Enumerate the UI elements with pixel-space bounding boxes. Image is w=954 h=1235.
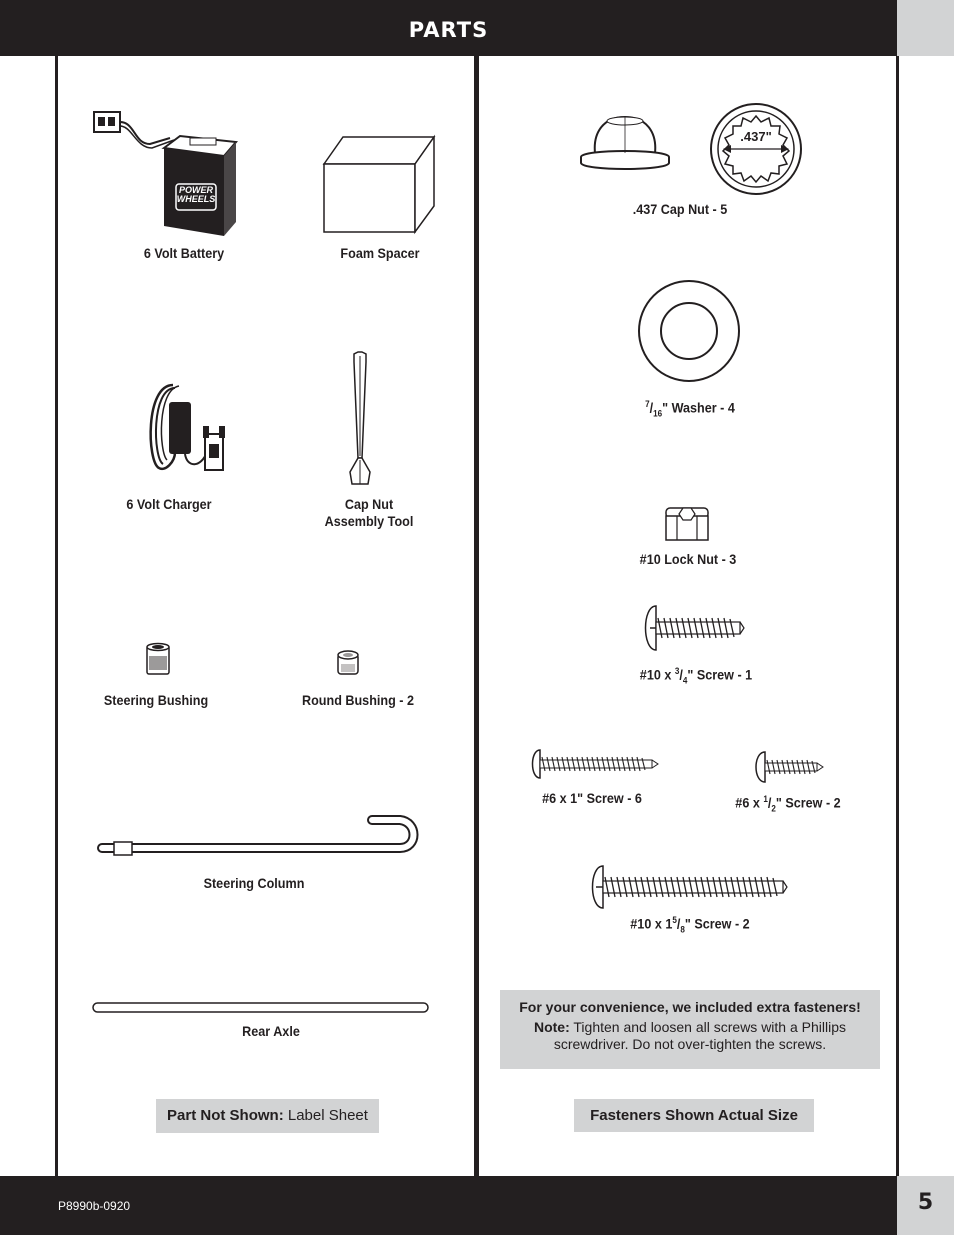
screw-10-158-suffix: " Screw - 2 [684, 915, 750, 932]
part-not-shown-label: Part Not Shown: [167, 1107, 284, 1124]
screw-10-34-suffix: " Screw - 1 [687, 666, 753, 683]
battery-logo [176, 186, 216, 204]
steering-bushing-icon [145, 642, 171, 678]
screw-6-12-icon [753, 750, 825, 784]
screw-6-12-prefix: #6 x [735, 794, 764, 811]
foam-spacer-icon [323, 136, 437, 234]
screw-6-12-num: 1 [763, 794, 768, 804]
fasteners-actual-size-box: Fasteners Shown Actual Size [574, 1099, 814, 1132]
cap-nut-tool-label-line2: Assembly Tool [324, 513, 414, 529]
screw-10-158-prefix: #10 x 1 [630, 915, 673, 932]
screw-10-34-icon [640, 604, 746, 652]
fastener-note-heading: For your convenience, we included extra fasteners! [519, 999, 861, 1015]
cap-nut-tool-icon [340, 350, 380, 486]
doc-code: P8990b-0920 [58, 1199, 131, 1213]
fastener-note-box [500, 990, 880, 1069]
screw-6-12-suffix: " Screw - 2 [775, 794, 841, 811]
screw-10-34-prefix: #10 x [639, 666, 675, 683]
charger-label: 6 Volt Charger [126, 496, 212, 512]
foam-spacer-label: Foam Spacer [340, 245, 420, 261]
cap-nut-tool-label [306, 496, 432, 530]
right-border [896, 56, 899, 1176]
fastener-note-label: Note: [533, 1019, 570, 1035]
steering-bushing-label: Steering Bushing [103, 692, 209, 708]
part-not-shown-value: Label Sheet [287, 1107, 368, 1124]
lock-nut-label: #10 Lock Nut - 3 [639, 551, 737, 567]
screw-6-1-label: #6 x 1" Screw - 6 [542, 790, 642, 806]
screw-6-1-icon [530, 748, 660, 780]
part-not-shown-box [156, 1099, 379, 1133]
washer-label-text: " Washer - 4 [662, 399, 735, 416]
round-bushing-label: Round Bushing - 2 [302, 692, 414, 708]
steering-column-label: Steering Column [203, 875, 305, 891]
battery-logo-line1: POWER [178, 185, 213, 195]
cap-nut-side-icon [579, 113, 671, 175]
footer-bar [0, 1176, 897, 1235]
battery-icon [90, 108, 240, 238]
fastener-note-line1: Tighten and loosen all screws with a Phillips [569, 1019, 847, 1035]
fastener-note-line2: screwdriver. Do not over-tighten the screws. [553, 1036, 827, 1052]
screw-6-12-den: 2 [771, 803, 776, 814]
cap-nut-label: .437 Cap Nut - 5 [632, 201, 728, 217]
steering-column-icon [100, 812, 430, 864]
washer-fraction-den: 16 [653, 408, 663, 419]
cap-nut-size: .437" [738, 128, 774, 146]
battery-label: 6 Volt Battery [143, 245, 225, 261]
washer-icon [637, 279, 741, 383]
screw-10-158-num: 5 [672, 915, 677, 925]
rear-axle-icon [92, 1002, 430, 1014]
screw-6-12-label: #6 x $^1/_2$" Screw - 2 [735, 794, 841, 814]
rear-axle-label: Rear Axle [242, 1023, 300, 1039]
screw-10-34-den: 4 [682, 675, 688, 686]
screw-10-158-den: 8 [680, 924, 685, 935]
screw-10-158-icon [587, 864, 789, 910]
round-bushing-icon [335, 648, 361, 678]
center-divider-right [477, 56, 479, 1176]
charger-icon [145, 382, 230, 474]
battery-logo-line2: WHEELS [176, 194, 216, 204]
left-border [55, 56, 58, 1176]
screw-10-158-label: #10 x $1^5/_8$" Screw - 2 [630, 915, 750, 935]
fastener-note-body [500, 1019, 880, 1053]
lock-nut-icon [663, 506, 711, 542]
cap-nut-tool-label-line1: Cap Nut [344, 496, 394, 512]
screw-10-34-label: #10 x $^3/_4$" Screw - 1 [639, 666, 753, 686]
header-tab [897, 0, 954, 56]
screw-10-34-num: 3 [674, 666, 680, 676]
washer-fraction-num: 7 [645, 399, 650, 409]
page-title: PARTS [408, 18, 489, 42]
page-number: 5 [917, 1190, 934, 1215]
cap-nut-top-icon [709, 102, 803, 196]
washer-label: $^7/_{16}$" Washer - 4 [645, 399, 735, 419]
